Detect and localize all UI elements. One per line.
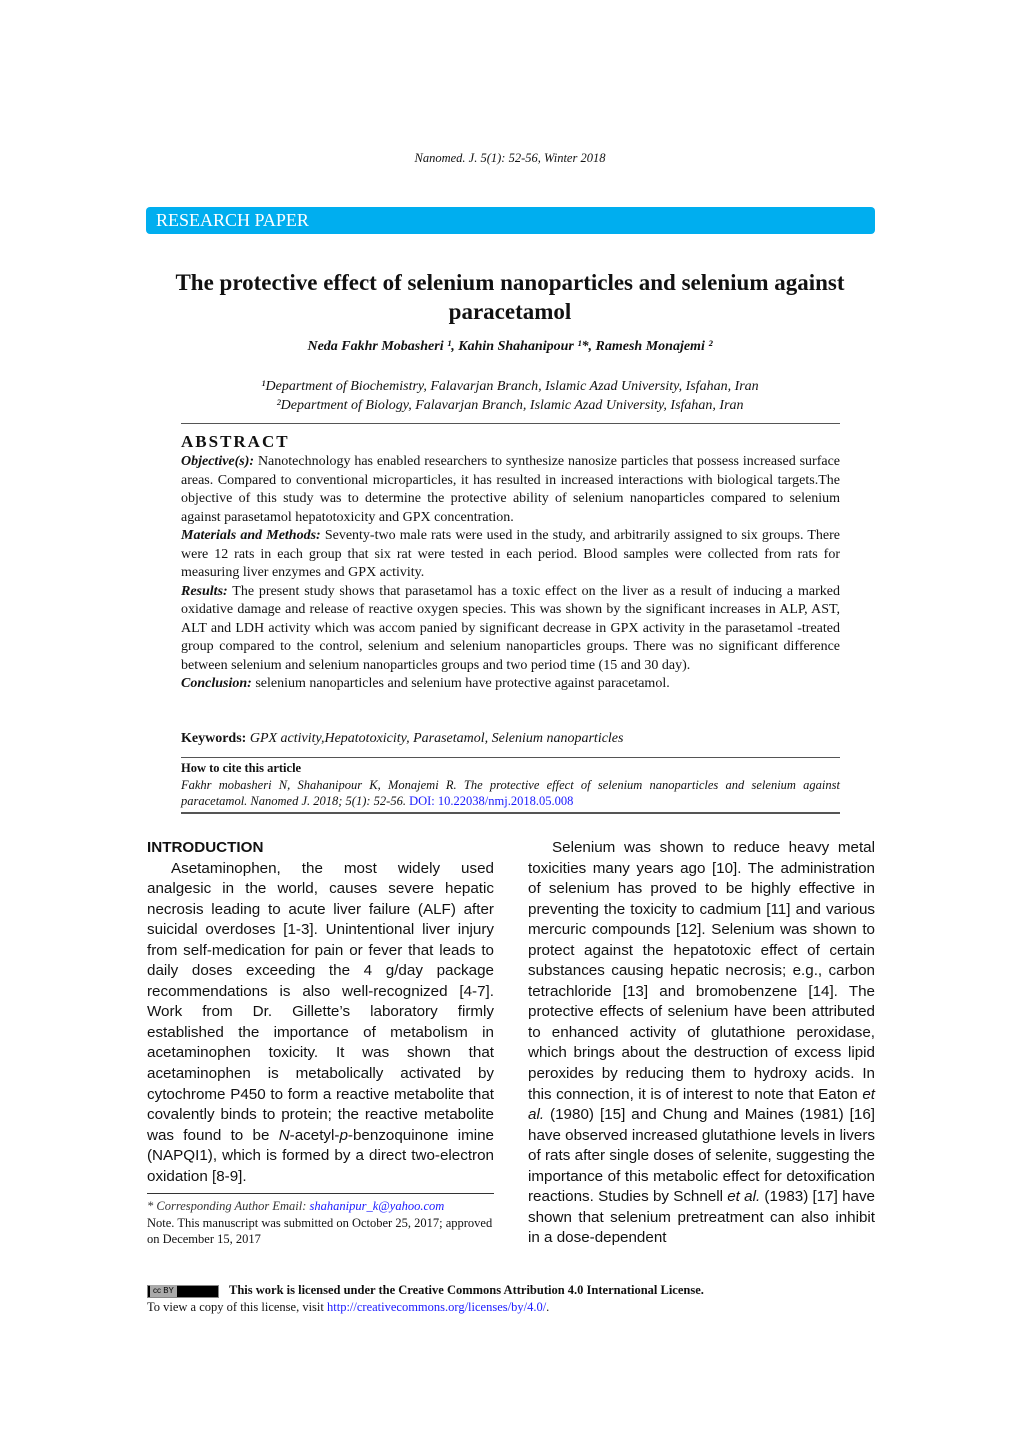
text-segment: N [278, 1126, 290, 1144]
abstract-results: Results: The present study shows that parasetamol has a toxic effect on the liver as a result of inducing a marked oxidative damage and release of reactive oxygen species. This was shown by the significant increases in ALP, AST, ALT and LDH activity which was accom panied by significant decrease in GPX activity in the parasetamol -treated group compared to the control, selenium and selenium nanoparticles groups. There was no significant difference between selenium and selenium nanoparticles groups and two period time (15 and 30 day). [181, 583, 840, 673]
divider [181, 423, 840, 424]
text-segment: p [339, 1126, 348, 1144]
cc-by-badge-icon: cc BY [147, 1285, 219, 1298]
divider [181, 757, 840, 758]
journal-citation: Nanomed. J. 5(1): 52-56, Winter 2018 [414, 151, 606, 165]
affiliation: ²Department of Biology, Falavarjan Branch, Islamic Azad University, Isfahan, Iran [276, 397, 744, 413]
abstract-objective: Objective(s): Nanotechnology has enabled researchers to synthesize nanosize particles that possess increased surface areas. Compared to conventional microparticles, it has resulted in increased interactions with biological targets.The objective of this study was to determine the protective ability of selenium nanoparticles compared to selenium against parasetamol hepatotoxicity and GPX concentration. [181, 454, 840, 525]
abstract-methods: Materials and Methods: Seventy-two male rats were used in the study, and arbitrarily assigned to six groups. There were 12 rats in each group that six rat were tested in each period. Blood samples were collected from rats for measuring liver enzymes and GPX activity. [181, 528, 840, 580]
doi-link[interactable]: DOI: 10.22038/nmj.2018.05.008 [409, 794, 574, 808]
cite-heading: How to cite this article [181, 761, 302, 775]
text-segment: Asetaminophen, the most widely used analgesic in the world, causes severe hepatic necrosis leading to acute liver failure (ALF) after suicidal overdoses [1-3]. Unintentional liver injury from self-medication for pain or fever that leads to daily doses exceeding the 4 g/day package recommendations is also well-recognized [4-7]. Work from Dr. Gillette’s laboratory firmly established the importance of metabolism in acetaminophen toxicity. It was shown that acetaminophen is metabolically activated by cytochrome P450 to form a reactive metabolite that covalently binds to protein; the reactive metabolite was found to be [147, 859, 494, 1144]
abstract-conclusion: Conclusion: selenium nanoparticles and selenium have protective against paracetamol. [181, 676, 670, 691]
cite-text: Fakhr mobasheri N, Shahanipour K, Monajemi R. The protective effect of selenium nanoparticles and selenium against paracetamol. Nanomed J. 2018; 5(1): 52-56. [181, 777, 840, 808]
left-column [147, 838, 494, 1187]
affiliation: ¹Department of Biochemistry, Falavarjan Branch, Islamic Azad University, Isfahan, Iran [261, 379, 759, 394]
introduction-heading: INTRODUCTION [147, 839, 264, 856]
footnote [147, 1193, 494, 1248]
text-segment: Selenium was shown to reduce heavy metal toxicities many years ago [10]. The administration of selenium has proved to be highly effective in preventing the toxicity to cadmium [11] and various mercuric compounds [12]. Selenium was shown to protect against the hepatotoxic effect of certain substances causing hepatic necrosis; e.g., carbon tetrachloride [13] and bromobenzene [14]. The protective effects of selenium have been attributed to enhanced activity of glutathione peroxidase, which brings about the destruction of excess lipid peroxides by reducing them to hydroxy acids. In this connection, it is of interest to note that Eaton [528, 839, 875, 1103]
text-segment: -benzoquinone imine (NAPQI1), which is formed by a direct two-electron oxidation [8-9]. [147, 1126, 494, 1185]
authors: Neda Fakhr Mobasheri ¹, Kahin Shahanipour ¹*, Ramesh Monajemi ² [307, 339, 713, 354]
license-text: This work is licensed under the Creative Commons Attribution 4.0 International License. [229, 1283, 704, 1297]
license: cc BY This work is licensed under the Creative Commons Attribution 4.0 International License. To view a copy of this license, visit http://creativecommons.org/licenses/by/4.0/. [147, 1283, 704, 1314]
intro-paragraph [528, 838, 875, 1249]
abstract [181, 431, 840, 694]
research-paper-banner: RESEARCH PAPER [146, 207, 875, 234]
right-column [528, 838, 875, 1249]
affiliations [0, 378, 1020, 415]
submission-note: Note. This manuscript was submitted on October 25, 2017; approved on December 15, 2017 [147, 1215, 493, 1246]
text-segment: et al. [727, 1188, 761, 1206]
intro-paragraph [147, 859, 494, 1188]
divider [181, 812, 840, 814]
author-email-link[interactable]: shahanipur_k@yahoo.com [309, 1199, 445, 1213]
footnote-label: * Corresponding Author Email: [147, 1199, 310, 1213]
license-link[interactable]: http://creativecommons.org/licenses/by/4.0/ [327, 1299, 547, 1314]
abstract-heading: ABSTRACT [181, 432, 290, 451]
text-segment: (1980) [15] and Chung and Maines (1981) [16] have observed increased glutathione levels in livers of rats after single doses of selenite, suggesting the importance of this metabolic effect for detoxification reactions. Studies by Schnell [528, 1106, 875, 1206]
text-segment: (1983) [17] have shown that selenium pretreatment can also inhibit in a dose-dependent [528, 1188, 875, 1247]
how-to-cite [181, 760, 840, 810]
text-segment: et al. [528, 1085, 875, 1124]
keywords: Keywords: GPX activity,Hepatotoxicity, Parasetamol, Selenium nanoparticles [181, 731, 624, 746]
text-segment: -acetyl- [289, 1126, 340, 1144]
paper-title: The protective effect of selenium nanoparticles and selenium against paracetamol [175, 270, 845, 324]
